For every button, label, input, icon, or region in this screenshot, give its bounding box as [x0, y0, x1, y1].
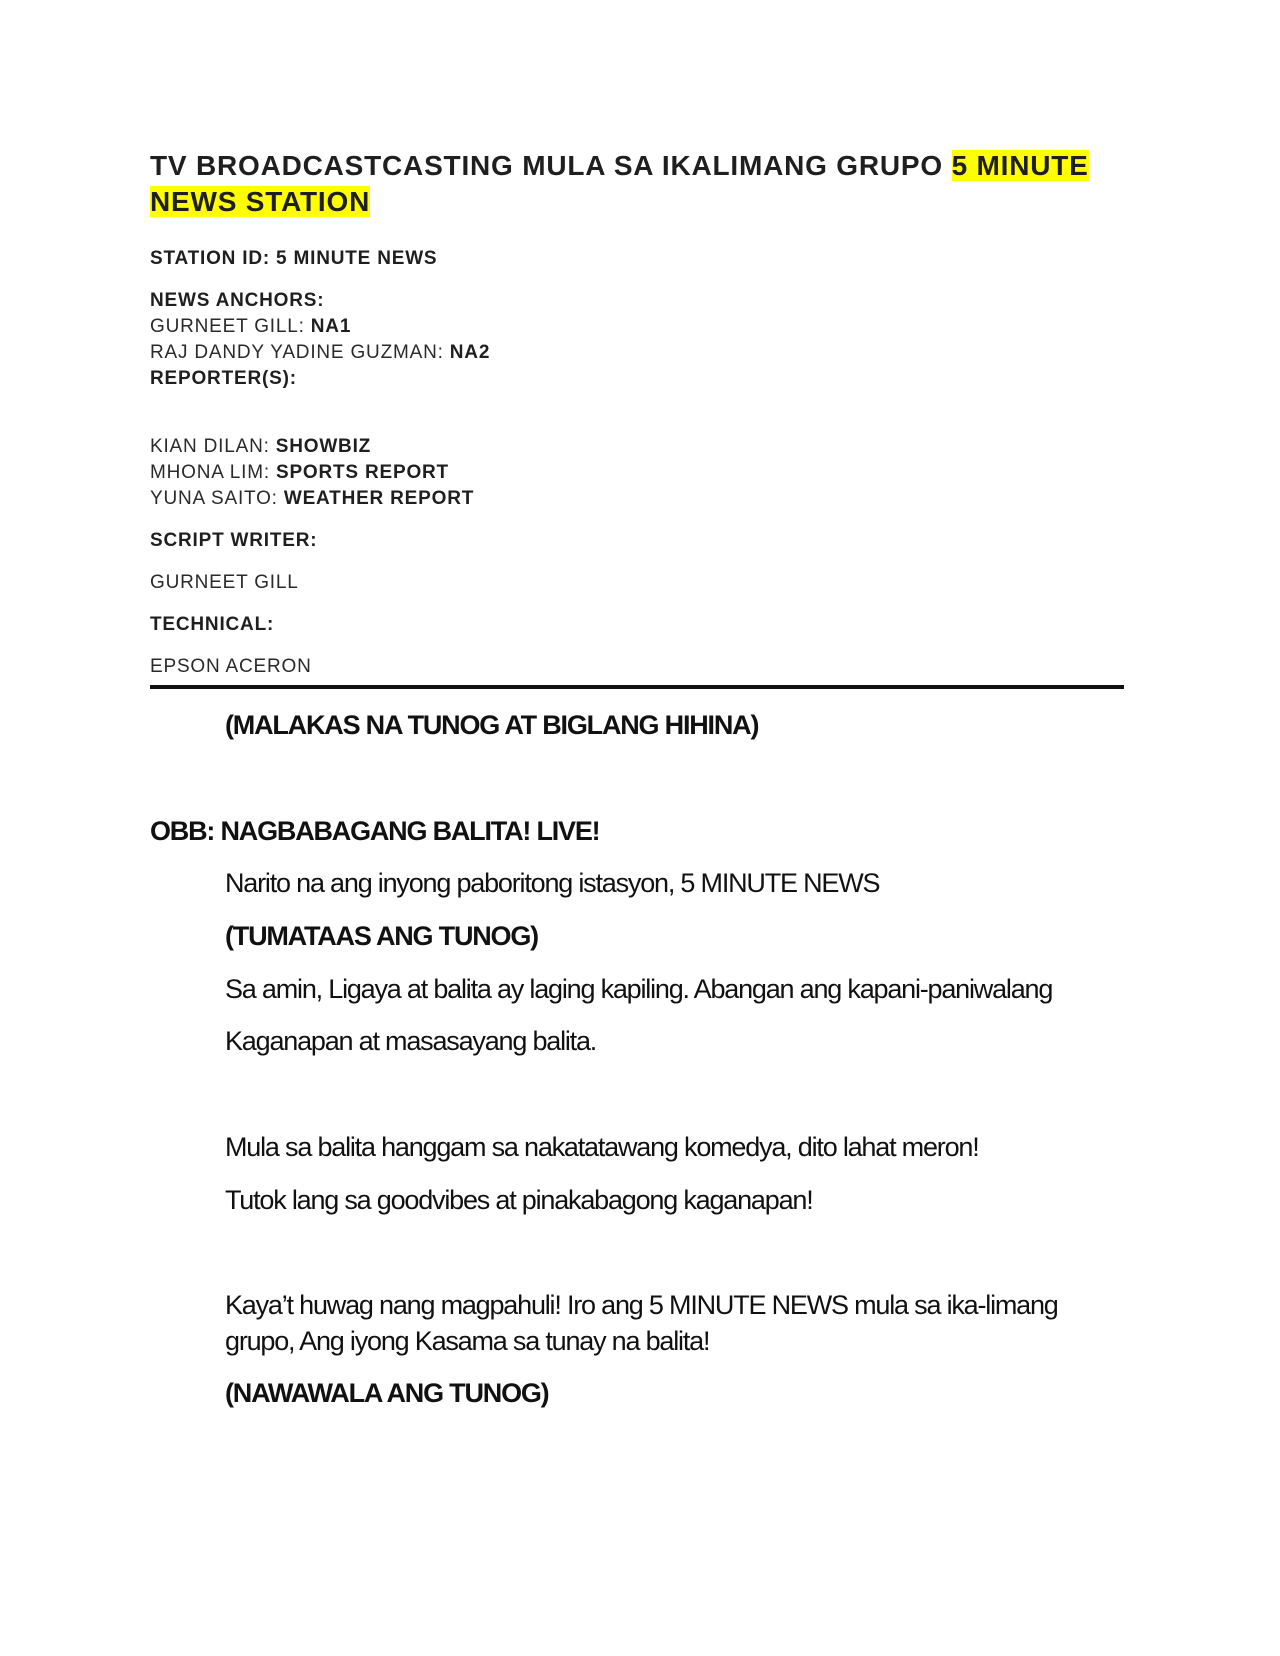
- reporter-2: [150, 460, 1130, 486]
- obb-heading: OBB: NAGBABAGANG BALITA! LIVE!: [150, 816, 600, 846]
- title-highlight-2: NEWS STATION: [150, 186, 371, 217]
- sound-cue-3: (NAWAWALA ANG TUNOG): [225, 1378, 549, 1408]
- reporter-2-role: SPORTS REPORT: [275, 462, 449, 483]
- script-line-1: Narito na ang inyong paboritong istasyon, 5 MINUTE NEWS: [225, 868, 880, 898]
- title-text: TV BROADCASTCASTING MULA SA IKALIMANG GRUPO: [150, 150, 952, 181]
- anchors-label: NEWS ANCHORS:: [150, 290, 325, 311]
- anchor-1-role: NA1: [310, 316, 352, 337]
- technical-label: TECHNICAL:: [150, 614, 275, 635]
- header-block: [150, 148, 1130, 680]
- document-title: [150, 148, 1130, 220]
- reporter-1: [150, 434, 1130, 460]
- script-line-2: Sa amin, Ligaya at balita ay laging kapiling. Abangan ang kapani-paniwalang: [225, 974, 1053, 1004]
- reporter-2-name: MHONA LIM:: [150, 462, 276, 483]
- station-id: STATION ID: 5 MINUTE NEWS: [150, 248, 438, 269]
- anchor-2-role: NA2: [449, 342, 491, 363]
- script-line-5: Tutok lang sa goodvibes at pinakabagong kaganapan!: [225, 1185, 813, 1215]
- reporter-1-name: KIAN DILAN:: [150, 436, 276, 457]
- script-line-7: grupo, Ang iyong Kasama sa tunay na balita!: [225, 1326, 710, 1356]
- reporter-3-role: WEATHER REPORT: [283, 488, 475, 509]
- script-writer-value: GURNEET GILL: [150, 572, 299, 593]
- technical-value: EPSON ACERON: [150, 656, 312, 677]
- title-highlight-1: 5 MINUTE: [951, 150, 1089, 181]
- anchor-1: [150, 314, 1130, 340]
- anchor-1-name: GURNEET GILL:: [150, 316, 311, 337]
- reporter-3-name: YUNA SAITO:: [150, 488, 284, 509]
- sound-cue-1: (MALAKAS NA TUNOG AT BIGLANG HIHINA): [225, 710, 759, 740]
- anchor-2-name: RAJ DANDY YADINE GUZMAN:: [150, 342, 450, 363]
- reporter-1-role: SHOWBIZ: [275, 436, 372, 457]
- script-line-6: Kaya’t huwag nang magpahuli! Iro ang 5 MINUTE NEWS mula sa ika-limang: [225, 1290, 1058, 1320]
- anchor-2: [150, 340, 1130, 366]
- script-line-3: Kaganapan at masasayang balita.: [225, 1026, 597, 1056]
- reporter-3: [150, 486, 1130, 512]
- horizontal-divider: [150, 685, 1124, 689]
- script-line-4: Mula sa balita hanggam sa nakatatawang komedya, dito lahat meron!: [225, 1132, 979, 1162]
- sound-cue-2: (TUMATAAS ANG TUNOG): [225, 921, 538, 951]
- script-writer-label: SCRIPT WRITER:: [150, 530, 318, 551]
- reporters-label: REPORTER(S):: [150, 368, 297, 389]
